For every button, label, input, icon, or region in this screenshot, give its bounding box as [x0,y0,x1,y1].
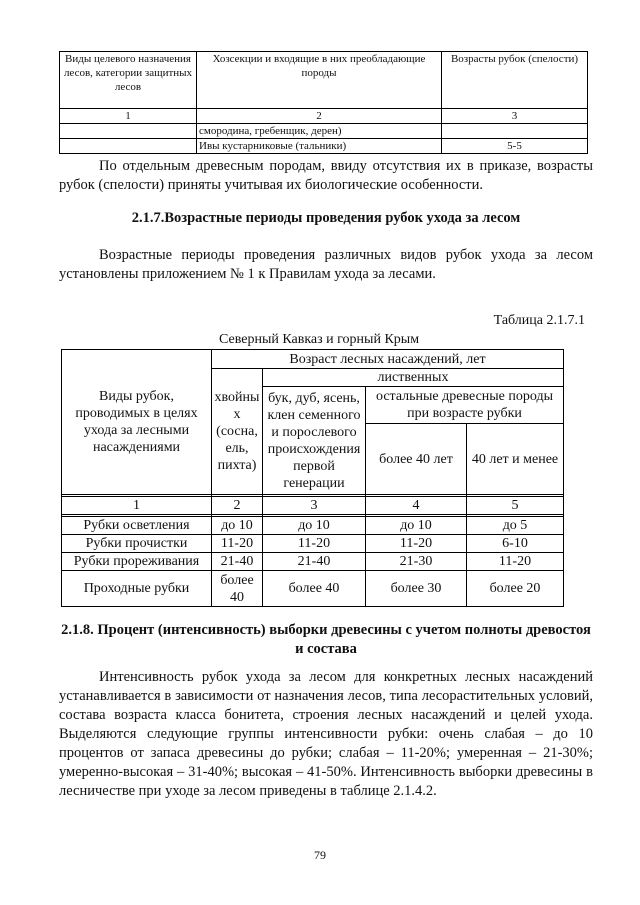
cleaning-periods-table [61,349,564,607]
column-number: 4 [366,497,467,515]
column-number: 1 [62,497,212,515]
table-row [62,517,564,535]
table-header-row [62,350,564,369]
table-cell: Рубки прореживания [62,553,212,571]
table-cell [442,124,588,139]
top-table [59,51,588,154]
table-row [60,124,588,139]
table-cell: 11-20 [467,553,564,571]
table-cell: 21-40 [263,553,366,571]
table-cell: более 20 [467,571,564,607]
table-cell: Рубки прочистки [62,535,212,553]
region-caption: Северный Кавказ и горный Крым [219,332,420,347]
column-header: остальные древесные породы при возрасте рубки [366,387,564,424]
column-header: хвойны х (сосна, ель, пихта) [212,369,263,495]
column-header: Возраст лесных насаждений, лет [212,350,564,369]
table-cell: более 40 [263,571,366,607]
paragraph: Возрастные периоды проведения различных видов рубок ухода за лесом установлены приложением № 1 к Правилам ухода за лесами. [59,247,593,282]
table-cell: до 10 [212,517,263,535]
column-header: лиственных [263,369,564,387]
section-heading: 2.1.8. Процент (интенсивность) выборки древесины с учетом полноты древостоя и состава [61,622,591,657]
top-table-header-row [60,52,588,109]
table-cell: 6-10 [467,535,564,553]
table-cell [60,139,197,154]
table-caption: Таблица 2.1.7.1 [493,313,585,328]
table-cell: смородина, гребенщик, дерен) [197,124,442,139]
table-cell: 5-5 [442,139,588,154]
top-table-number-row [60,109,588,124]
paragraph: По отдельным древесным породам, ввиду отсутствия их в приказе, возрасты рубок (спелости) приняты учитывая их биологические особенности. [59,158,593,193]
column-header: 40 лет и менее [467,424,564,495]
table-cell [60,124,197,139]
table-cell: до 5 [467,517,564,535]
column-number: 5 [467,497,564,515]
table-row [62,535,564,553]
table-cell: более 30 [366,571,467,607]
top-table-number-cell: 1 [60,109,197,124]
paragraph: Интенсивность рубок ухода за лесом для конкретных лесных насаждений устанавливается в зависимости от назначения лесов, типа лесорастительных условий, состава возраста класса бонитета, строения лесных насаждений и целей ухода. Выделяются следующие группы интенсивности рубки: очень слабая – до 10 процентов от запаса древесины до рубки; слабая – 11-20%; умеренная – 21-30%; умеренно-высокая – 31-40%; высокая – 41-50%. Интенсивность выборки древесины в лесничестве при уходе за лесом приведены в таблице 2.1.4.2. [59,669,593,799]
top-table-header-cell: Возрасты рубок (спелости) [442,52,588,109]
table-cell: 11-20 [212,535,263,553]
column-number-row [62,497,564,515]
table-cell: 21-30 [366,553,467,571]
table-cell: Ивы кустарниковые (тальники) [197,139,442,154]
page-number: 79 [314,848,326,862]
column-header: бук, дуб, ясень, клен семенного и порослевого происхождения первой генерации [263,387,366,495]
table-cell: Проходные рубки [62,571,212,607]
top-table-number-cell: 3 [442,109,588,124]
column-number: 2 [212,497,263,515]
table-cell: 11-20 [263,535,366,553]
top-table-number-cell: 2 [197,109,442,124]
table-cell: 11-20 [366,535,467,553]
table-cell: более 40 [212,571,263,607]
column-header: более 40 лет [366,424,467,495]
column-number: 3 [263,497,366,515]
top-table-header-cell: Виды целевого назначения лесов, категории защитных лесов [60,52,197,109]
section-heading: 2.1.7.Возрастные периоды проведения рубок ухода за лесом [131,210,521,226]
table-row [60,139,588,154]
table-cell: Рубки осветления [62,517,212,535]
table-cell: 21-40 [212,553,263,571]
column-header: Виды рубок, проводимых в целях ухода за лесными насаждениями [62,350,212,495]
table-row [62,553,564,571]
table-cell: до 10 [263,517,366,535]
table-row [62,571,564,607]
table-cell: до 10 [366,517,467,535]
top-table-header-cell: Хозсекции и входящие в них преобладающие породы [197,52,442,109]
